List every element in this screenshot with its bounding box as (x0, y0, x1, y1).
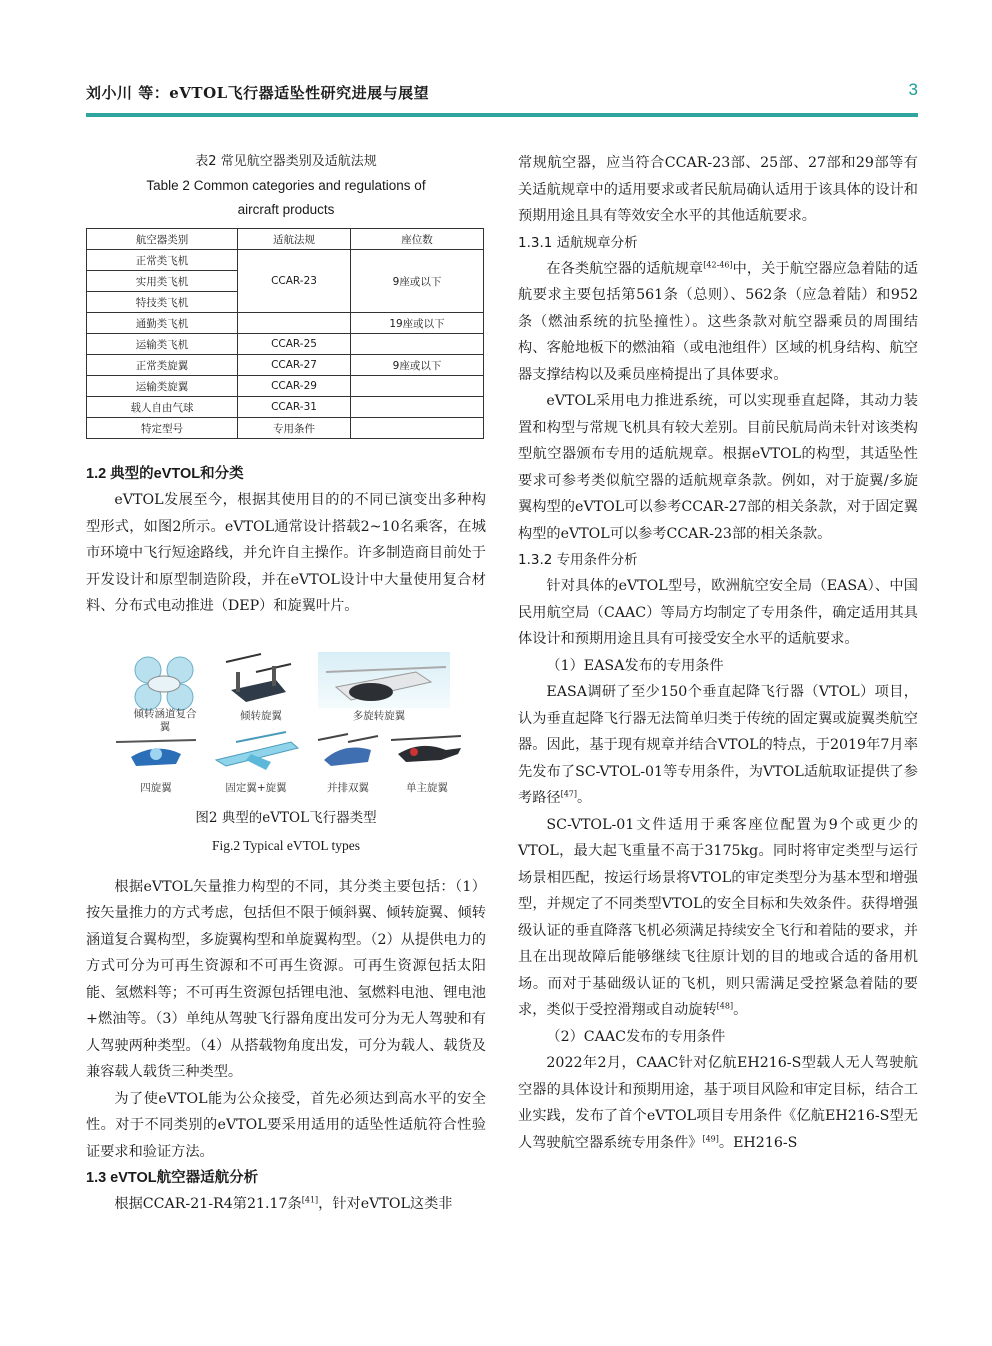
paragraph: eVTOL发展至今，根据其使用目的的不同已演变出多种构型形式，如图2所示。eVTOL通常设计搭载2~10名乘客，在城市环境中飞行短途路线，并允许自主操作。许多制造商目前处于开发设计和原型制造阶段，并在eVTOL设计中大量使用复合材料、分布式电动推进（DEP）和旋翼叶片。 (86, 492, 486, 614)
paragraph (518, 679, 918, 812)
left-column (86, 150, 486, 1218)
text-run: 。EH216-S (718, 1134, 798, 1151)
paragraph: 常规航空器，应当符合CCAR-23部、25部、27部和29部等有关适航规章中的适用要求或者民航局确认适用于该具体的设计和预期用途且具有等效安全水平的其他适航要求。 (518, 155, 918, 224)
header-rule (86, 113, 918, 117)
subsection-heading-1-3-2: 1.3.2 专用条件分析 (518, 552, 638, 568)
figure-label: 单主旋翼 (406, 781, 448, 794)
paragraph: 根据eVTOL矢量推力构型的不同，其分类主要包括：（1）按矢量推力的方式考虑，包括但不限于倾斜翼、倾转旋翼、倾转涵道复合翼构型，多旋翼构型和单旋翼构型。（2）从提供电力的方式可分为可再生资源和不可再生资源。可再生资源包括太阳能、氢燃料等；不可再生资源包括锂电池、氢燃料电池、锂电池+燃油等。（3）单纯从驾驶飞行器角度出发可分为无人驾驶和有人驾驶两种类型。（4）从搭载物角度出发，可分为载人、载货及兼容载人载货三种类型。 (86, 878, 486, 1080)
paragraph (518, 1050, 918, 1156)
page-number: 3 (908, 80, 918, 99)
table-cell: 19座或以下 (351, 313, 484, 334)
table-row (87, 334, 484, 355)
single-main-rotor-craft-image (391, 736, 461, 762)
citation: [47] (560, 789, 577, 799)
table-cell: 9座或以下 (351, 355, 484, 376)
table-row (87, 376, 484, 397)
citation: [48] (716, 1001, 734, 1011)
table-cell: 正常类飞机 (87, 250, 238, 271)
list-item-heading: （1）EASA发布的专用条件 (546, 657, 724, 674)
running-header (86, 80, 918, 108)
table-cell: 载人自由气球 (87, 397, 238, 418)
text-run: 根据CCAR-21-R4第21.17条 (114, 1196, 302, 1212)
evtol-types-figure (86, 642, 484, 802)
subsection-heading-1-3-1: 1.3.1 适航规章分析 (518, 234, 638, 251)
text-run: EASA调研了至少150个垂直起降飞行器（VTOL）项目，认为垂直起降飞行器无法简单归类于传统的固定翼或旋翼类航空器。因此，基于现有规章并结合VTOL的特点，于2019年7月率先发布了SC-VTOL-01等专用条件，为VTOL适航取证提供了参考路径 (518, 684, 918, 806)
figure-label: 多旋转旋翼 (352, 709, 406, 722)
table-caption-en-2: aircraft products (237, 202, 335, 217)
table-row (87, 418, 484, 439)
text-run: 。 (733, 1002, 748, 1018)
paragraph (518, 812, 918, 1024)
tilt-rotor-craft-image (226, 654, 291, 702)
paragraph: eVTOL采用电力推进系统，可以实现垂直起降，其动力装置和构型与常规飞机具有较大差别。目前民航局尚未针对该类构型航空器颁布专用的适航规章。根据eVTOL的构型，其适坠性要求可参考类似航空器的适航规章条款。例如，对于旋翼/多旋翼构型的eVTOL可以参考CCAR-27部的相关条款，对于固定翼构型的eVTOL可以参考CCAR-23部的相关条款。 (518, 393, 918, 542)
table-header-cell: 适航法规 (238, 229, 351, 250)
text-run: ，针对eVTOL这类非 (318, 1196, 453, 1212)
table-header-row (87, 229, 484, 250)
right-column (518, 150, 918, 1156)
table-cell: 运输类飞机 (87, 334, 238, 355)
paragraph (518, 256, 918, 389)
citation: [41] (301, 1195, 319, 1205)
table-cell (238, 313, 351, 334)
text-run: SC-VTOL-01文件适用于乘客座位配置为9个或更少的VTOL，最大起飞重量不高于3175kg。同时将审定类型与运行场景相匹配，按运行场景将VTOL的审定类型分为基本型和增强型，并规定了不同类型VTOL的安全目标和失效条件。获得增强级认证的垂直降落飞机必须满足持续安全飞行和着陆的要求，并且在出现故障后能够继续飞往原计划的目的地或合适的备用机场。而对于基础级认证的飞机，则只需满足受控紧急着陆的要求，类似于受控滑翔或自动旋转 (518, 816, 918, 1018)
text-run: 在各类航空器的适航规章 (546, 260, 704, 277)
figure-label: 倾转旋翼 (240, 709, 282, 722)
table-cell: CCAR-25 (238, 334, 351, 355)
quad-rotor-craft-image (116, 740, 196, 766)
table-cell: 正常类旋翼 (87, 355, 238, 376)
table-row (87, 250, 484, 271)
list-item-heading: （2）CAAC发布的专用条件 (546, 1028, 726, 1045)
table-cell (351, 397, 484, 418)
table-header-cell: 座位数 (351, 229, 484, 250)
table-row (87, 313, 484, 334)
regulation-table (86, 228, 484, 439)
table-cell: CCAR-23 (238, 250, 351, 313)
table-cell: 9座或以下 (351, 250, 484, 313)
table-row (87, 355, 484, 376)
text-run: 2022年2月，CAAC针对亿航EH216-S型载人无人驾驶航空器的具体设计和预期用途，基于项目风险和审定目标，结合工业实践，发布了首个eVTOL项目专用条件《亿航EH216-S型无人驾驶航空器系统专用条件》 (518, 1055, 918, 1151)
section-heading-1-3: 1.3 eVTOL航空器适航分析 (86, 1170, 259, 1186)
tilt-duct-craft-image (135, 657, 193, 710)
table-cell: CCAR-31 (238, 397, 351, 418)
text-run: 中，关于航空器应急着陆的适航要求主要包括第561条（总则）、562条（应急着陆）和952条（燃油系统的抗坠撞性）。这些条款对航空器乘员的周围结构、客舱地板下的燃油箱（或电池组件）区域的机身结构、航空器支撑结构以及乘员座椅提出了具体要求。 (518, 260, 918, 383)
multi-rotor-craft-image (318, 652, 450, 708)
table-cell: 特定型号 (87, 418, 238, 439)
tandem-rotor-craft-image (318, 734, 378, 766)
figure-label: 并排双翼 (327, 781, 369, 794)
figure-caption-cn: 图2 典型的eVTOL飞行器类型 (195, 809, 377, 826)
fixed-wing-rotor-craft-image (216, 732, 298, 770)
table-cell: 专用条件 (238, 418, 351, 439)
paragraph: 为了使eVTOL能为公众接受，首先必须达到高水平的安全性。对于不同类别的eVTOL要采用适用的适坠性适航符合性验证要求和验证方法。 (86, 1090, 486, 1160)
section-heading-1-2: 1.2 典型的eVTOL和分类 (86, 466, 244, 482)
figure-label: 倾转涵道复合翼 (133, 707, 197, 733)
table-caption-cn: 表2 常见航空器类别及适航法规 (195, 154, 377, 169)
table-cell (351, 376, 484, 397)
table-cell: 通勤类飞机 (87, 313, 238, 334)
table-row (87, 397, 484, 418)
citation: [42-46] (703, 259, 733, 269)
text-run: 。 (577, 790, 592, 806)
paragraph (86, 1191, 486, 1218)
running-title: 刘小川 等：eVTOL飞行器适坠性研究进展与展望 (86, 84, 430, 102)
table-header-cell: 航空器类别 (87, 229, 238, 250)
figure-caption-en: Fig.2 Typical eVTOL types (211, 837, 361, 853)
table-cell (351, 418, 484, 439)
figure-label: 四旋翼 (140, 781, 172, 794)
figure-label: 固定翼+旋翼 (225, 781, 287, 794)
table-cell: 特技类飞机 (87, 292, 238, 313)
table-cell: CCAR-27 (238, 355, 351, 376)
paragraph: 针对具体的eVTOL型号，欧洲航空安全局（EASA）、中国民用航空局（CAAC）等局方均制定了专用条件，确定适用其具体设计和预期用途且具有可接受安全水平的适航要求。 (518, 578, 918, 647)
table-cell: CCAR-29 (238, 376, 351, 397)
table-cell (351, 334, 484, 355)
table-cell: 实用类飞机 (87, 271, 238, 292)
table-caption-en-1: Table 2 Common categories and regulations of (146, 178, 426, 193)
table-cell: 运输类旋翼 (87, 376, 238, 397)
citation: [49] (702, 1133, 719, 1143)
